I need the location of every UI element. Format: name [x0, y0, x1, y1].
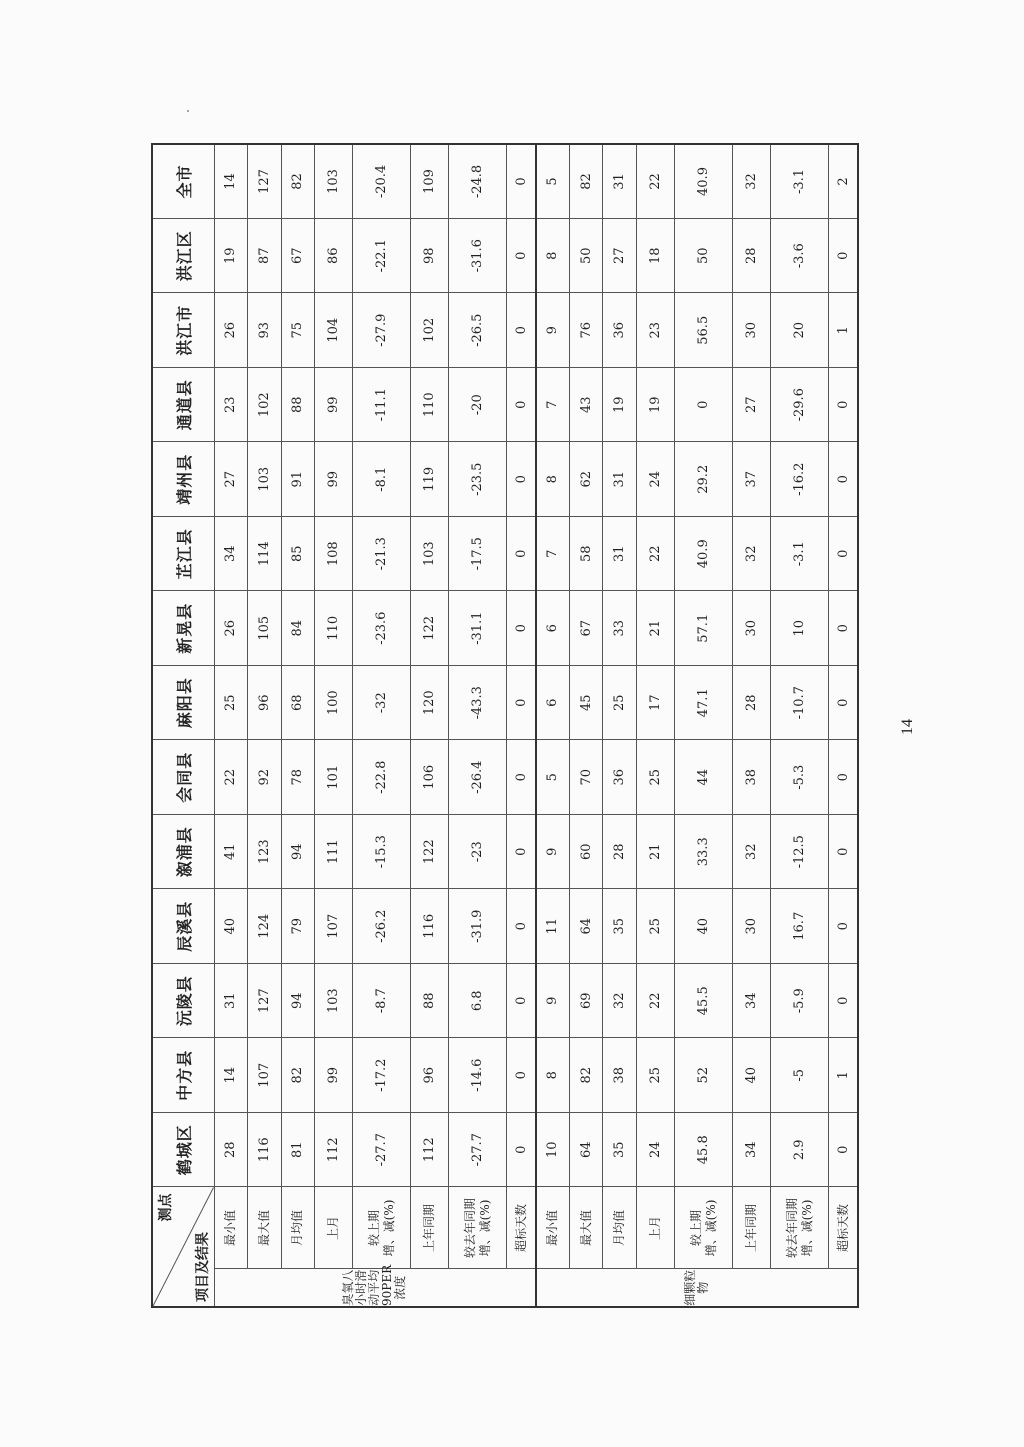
table-cell: 10 [536, 1113, 570, 1188]
row-label: 上年同期 [733, 1187, 771, 1269]
table-row [353, 144, 411, 1307]
table-cell: 5 [536, 740, 570, 815]
table-cell: 31 [603, 144, 637, 219]
table-row [536, 144, 570, 1307]
table-cell: 25 [637, 1038, 675, 1113]
table-cell: 35 [603, 889, 637, 964]
table-cell: 0 [829, 368, 858, 443]
table-cell: 17 [637, 666, 675, 741]
table-cell: -29.6 [771, 368, 829, 443]
table-cell: 47.1 [675, 666, 733, 741]
table-cell: -15.3 [353, 815, 411, 890]
table-cell: 14 [214, 144, 248, 219]
table-cell: -5 [771, 1038, 829, 1113]
table-cell: 11 [536, 889, 570, 964]
table-cell: 82 [281, 144, 315, 219]
table-cell: 0 [507, 517, 536, 592]
table-cell: 0 [829, 219, 858, 294]
row-label: 月均值 [281, 1187, 315, 1269]
table-cell: 0 [507, 1113, 536, 1188]
table-cell: 101 [315, 740, 353, 815]
table-cell: 45 [569, 666, 603, 741]
table-cell: -3.6 [771, 219, 829, 294]
table-cell: 0 [507, 591, 536, 666]
table-cell: 7 [536, 368, 570, 443]
table-cell: 28 [733, 219, 771, 294]
table-cell: 103 [315, 144, 353, 219]
table-cell: -23.6 [353, 591, 411, 666]
table-cell: 9 [536, 293, 570, 368]
group-label: 臭氧八小时滑动平均90PER浓度 [214, 1269, 536, 1307]
table-cell: 105 [248, 591, 282, 666]
table-cell: 84 [281, 591, 315, 666]
table-cell: 60 [569, 815, 603, 890]
table-cell: -20 [449, 368, 507, 443]
table-cell: 40.9 [675, 517, 733, 592]
table-cell: 68 [281, 666, 315, 741]
table-cell: 70 [569, 740, 603, 815]
table-cell: -5.3 [771, 740, 829, 815]
table-cell: 112 [315, 1113, 353, 1188]
scan-speck [187, 110, 189, 112]
table-cell: 19 [637, 368, 675, 443]
table-cell: 31 [214, 964, 248, 1039]
corner-bottom-label: 项目及结果 [194, 1232, 211, 1302]
table-cell: 30 [733, 293, 771, 368]
table-cell: 31 [603, 442, 637, 517]
col-header: 全市 [152, 144, 214, 219]
table-row [771, 144, 829, 1307]
table-cell: 43 [569, 368, 603, 443]
table-cell: 103 [411, 517, 449, 592]
table-cell: -27.7 [449, 1113, 507, 1188]
col-header: 辰溪县 [152, 889, 214, 964]
table-cell: -23.5 [449, 442, 507, 517]
table-cell: -27.7 [353, 1113, 411, 1188]
table-cell: 99 [315, 1038, 353, 1113]
table-cell: -3.1 [771, 144, 829, 219]
table-cell: 92 [248, 740, 282, 815]
rotated-table-wrapper [151, 143, 859, 1308]
table-cell: 14 [214, 1038, 248, 1113]
table-cell: 23 [637, 293, 675, 368]
table-cell: 0 [507, 442, 536, 517]
table-cell: 0 [507, 815, 536, 890]
table-cell: 0 [829, 517, 858, 592]
table-cell: 0 [829, 740, 858, 815]
table-cell: 22 [637, 517, 675, 592]
table-cell: 2.9 [771, 1113, 829, 1188]
table-cell: 98 [411, 219, 449, 294]
table-cell: 107 [248, 1038, 282, 1113]
table-cell: 100 [315, 666, 353, 741]
table-cell: 79 [281, 889, 315, 964]
table-cell: 122 [411, 591, 449, 666]
table-cell: 40 [675, 889, 733, 964]
table-row [569, 144, 603, 1307]
table-cell: 31 [603, 517, 637, 592]
row-label: 上月 [315, 1187, 353, 1269]
table-cell: -11.1 [353, 368, 411, 443]
table-cell: -16.2 [771, 442, 829, 517]
table-cell: 94 [281, 815, 315, 890]
table-cell: 7 [536, 517, 570, 592]
table-cell: 88 [411, 964, 449, 1039]
table-cell: 24 [637, 1113, 675, 1188]
table-cell: -12.5 [771, 815, 829, 890]
col-header: 新晃县 [152, 591, 214, 666]
table-cell: 41 [214, 815, 248, 890]
table-cell: 124 [248, 889, 282, 964]
table-cell: 23 [214, 368, 248, 443]
table-cell: 44 [675, 740, 733, 815]
table-cell: 52 [675, 1038, 733, 1113]
table-cell: 26 [214, 293, 248, 368]
table-cell: 25 [214, 666, 248, 741]
table-cell: 28 [214, 1113, 248, 1188]
table-cell: 19 [214, 219, 248, 294]
row-label: 最大值 [569, 1187, 603, 1269]
table-cell: 35 [603, 1113, 637, 1188]
table-cell: 0 [829, 964, 858, 1039]
row-label: 较去年同期 增、减(%) [771, 1187, 829, 1269]
table-cell: 24 [637, 442, 675, 517]
table-cell: 6 [536, 666, 570, 741]
table-cell: 16.7 [771, 889, 829, 964]
table-cell: 19 [603, 368, 637, 443]
table-cell: 0 [507, 666, 536, 741]
table-cell: 56.5 [675, 293, 733, 368]
table-cell: 99 [315, 442, 353, 517]
table-cell: 36 [603, 740, 637, 815]
table-cell: 75 [281, 293, 315, 368]
table-cell: 102 [411, 293, 449, 368]
table-cell: 30 [733, 591, 771, 666]
table-cell: -32 [353, 666, 411, 741]
table-cell: 32 [603, 964, 637, 1039]
table-cell: -31.9 [449, 889, 507, 964]
table-cell: 85 [281, 517, 315, 592]
table-cell: 123 [248, 815, 282, 890]
table-cell: -10.7 [771, 666, 829, 741]
table-cell: 0 [507, 889, 536, 964]
table-cell: 120 [411, 666, 449, 741]
table-cell: 26 [214, 591, 248, 666]
table-cell: 87 [248, 219, 282, 294]
table-cell: -3.1 [771, 517, 829, 592]
col-header: 麻阳县 [152, 666, 214, 741]
table-cell: 45.5 [675, 964, 733, 1039]
table-cell: -26.5 [449, 293, 507, 368]
row-label: 最小值 [536, 1187, 570, 1269]
table-cell: 94 [281, 964, 315, 1039]
header-row [152, 144, 214, 1307]
table-cell: -22.8 [353, 740, 411, 815]
table-cell: 25 [637, 889, 675, 964]
table-cell: -17.5 [449, 517, 507, 592]
col-header: 洪江市 [152, 293, 214, 368]
table-cell: 57.1 [675, 591, 733, 666]
row-label: 上月 [637, 1187, 675, 1269]
table-cell: -17.2 [353, 1038, 411, 1113]
table-cell: 0 [507, 368, 536, 443]
table-cell: 5 [536, 144, 570, 219]
table-cell: 82 [281, 1038, 315, 1113]
row-label: 超标天数 [507, 1187, 536, 1269]
table-cell: 0 [507, 219, 536, 294]
table-cell: 32 [733, 517, 771, 592]
table-cell: 0 [829, 889, 858, 964]
table-cell: 103 [315, 964, 353, 1039]
table-cell: 33 [603, 591, 637, 666]
table-cell: 96 [411, 1038, 449, 1113]
table-cell: 103 [248, 442, 282, 517]
table-cell: 50 [675, 219, 733, 294]
col-header: 鹤城区 [152, 1113, 214, 1188]
table-cell: 96 [248, 666, 282, 741]
table-cell: 28 [603, 815, 637, 890]
table-cell: 76 [569, 293, 603, 368]
table-row [829, 144, 858, 1307]
table-row [637, 144, 675, 1307]
table-cell: 116 [248, 1113, 282, 1188]
table-cell: 27 [603, 219, 637, 294]
table-cell: 0 [675, 368, 733, 443]
air-quality-table [151, 143, 859, 1308]
row-label: 较去年同期 增、减(%) [449, 1187, 507, 1269]
table-cell: 9 [536, 964, 570, 1039]
table-cell: 69 [569, 964, 603, 1039]
table-cell: 34 [733, 964, 771, 1039]
table-cell: -26.4 [449, 740, 507, 815]
table-cell: 82 [569, 144, 603, 219]
table-row [248, 144, 282, 1307]
table-cell: 93 [248, 293, 282, 368]
table-cell: 21 [637, 591, 675, 666]
table-cell: 122 [411, 815, 449, 890]
table-cell: 0 [507, 144, 536, 219]
table-cell: 25 [637, 740, 675, 815]
table-cell: 0 [829, 591, 858, 666]
table-cell: 0 [829, 442, 858, 517]
table-cell: 99 [315, 368, 353, 443]
col-header: 靖州县 [152, 442, 214, 517]
table-cell: 111 [315, 815, 353, 890]
table-cell: 1 [829, 1038, 858, 1113]
table-cell: 110 [411, 368, 449, 443]
table-body [214, 144, 858, 1307]
table-cell: 8 [536, 219, 570, 294]
table-cell: 0 [829, 666, 858, 741]
table-row [733, 144, 771, 1307]
table-cell: 104 [315, 293, 353, 368]
table-cell: 0 [507, 293, 536, 368]
table-cell: 29.2 [675, 442, 733, 517]
table-cell: 58 [569, 517, 603, 592]
table-cell: -5.9 [771, 964, 829, 1039]
table-cell: 108 [315, 517, 353, 592]
table-cell: 30 [733, 889, 771, 964]
table-cell: 0 [507, 740, 536, 815]
table-cell: 33.3 [675, 815, 733, 890]
col-header: 洪江区 [152, 219, 214, 294]
table-row [603, 144, 637, 1307]
table-cell: 22 [637, 964, 675, 1039]
table-cell: 112 [411, 1113, 449, 1188]
table-cell: -23 [449, 815, 507, 890]
table-cell: 50 [569, 219, 603, 294]
corner-header [152, 1187, 214, 1307]
table-cell: 20 [771, 293, 829, 368]
table-cell: 127 [248, 964, 282, 1039]
table-cell: -22.1 [353, 219, 411, 294]
table-cell: 27 [214, 442, 248, 517]
table-cell: 27 [733, 368, 771, 443]
table-cell: 1 [829, 293, 858, 368]
col-header: 会同县 [152, 740, 214, 815]
table-cell: 0 [507, 964, 536, 1039]
table-cell: 109 [411, 144, 449, 219]
table-cell: 40 [214, 889, 248, 964]
table-cell: -20.4 [353, 144, 411, 219]
table-cell: 64 [569, 1113, 603, 1188]
table-cell: 0 [829, 815, 858, 890]
table-cell: 67 [281, 219, 315, 294]
table-cell: 91 [281, 442, 315, 517]
table-row [411, 144, 449, 1307]
table-cell: 40 [733, 1038, 771, 1113]
table-cell: 78 [281, 740, 315, 815]
table-cell: 0 [507, 1038, 536, 1113]
col-header: 溆浦县 [152, 815, 214, 890]
table-row [507, 144, 536, 1307]
table-cell: 67 [569, 591, 603, 666]
table-cell: 81 [281, 1113, 315, 1188]
col-header: 通道县 [152, 368, 214, 443]
col-header: 中方县 [152, 1038, 214, 1113]
table-cell: -8.7 [353, 964, 411, 1039]
table-cell: -27.9 [353, 293, 411, 368]
table-cell: 86 [315, 219, 353, 294]
table-cell: 6.8 [449, 964, 507, 1039]
table-cell: 34 [214, 517, 248, 592]
row-label: 较上期 增、减(%) [675, 1187, 733, 1269]
table-cell: 110 [315, 591, 353, 666]
table-row [281, 144, 315, 1307]
table-cell: 10 [771, 591, 829, 666]
table-cell: 40.9 [675, 144, 733, 219]
row-label: 最小值 [214, 1187, 248, 1269]
table-cell: 37 [733, 442, 771, 517]
table-cell: 22 [214, 740, 248, 815]
group-label: 细颗粒物 [536, 1269, 858, 1307]
table-row [315, 144, 353, 1307]
table-cell: 36 [603, 293, 637, 368]
table-cell: 119 [411, 442, 449, 517]
corner-top-label: 测点 [158, 1193, 174, 1222]
table-cell: -43.3 [449, 666, 507, 741]
col-header: 芷江县 [152, 517, 214, 592]
table-cell: 62 [569, 442, 603, 517]
table-cell: 38 [603, 1038, 637, 1113]
table-cell: 22 [637, 144, 675, 219]
table-cell: 28 [733, 666, 771, 741]
table-cell: -31.1 [449, 591, 507, 666]
table-cell: -21.3 [353, 517, 411, 592]
table-cell: 88 [281, 368, 315, 443]
table-cell: 34 [733, 1113, 771, 1188]
table-cell: 2 [829, 144, 858, 219]
table-cell: 114 [248, 517, 282, 592]
row-label: 最大值 [248, 1187, 282, 1269]
table-cell: 25 [603, 666, 637, 741]
table-cell: 8 [536, 1038, 570, 1113]
page-number: 14 [899, 719, 916, 735]
table-cell: 0 [829, 1113, 858, 1188]
table-cell: 32 [733, 815, 771, 890]
table-cell: 45.8 [675, 1113, 733, 1188]
col-header: 沅陵县 [152, 964, 214, 1039]
row-label: 月均值 [603, 1187, 637, 1269]
table-cell: -24.8 [449, 144, 507, 219]
table-row [214, 144, 248, 1307]
table-cell: 106 [411, 740, 449, 815]
table-cell: 107 [315, 889, 353, 964]
row-label: 较上期 增、减(%) [353, 1187, 411, 1269]
table-cell: -31.6 [449, 219, 507, 294]
table-cell: 6 [536, 591, 570, 666]
table-cell: -26.2 [353, 889, 411, 964]
table-cell: 102 [248, 368, 282, 443]
table-cell: 21 [637, 815, 675, 890]
table-cell: 82 [569, 1038, 603, 1113]
table-cell: 32 [733, 144, 771, 219]
row-label: 超标天数 [829, 1187, 858, 1269]
table-cell: 64 [569, 889, 603, 964]
table-cell: -14.6 [449, 1038, 507, 1113]
table-cell: 38 [733, 740, 771, 815]
row-label: 上年同期 [411, 1187, 449, 1269]
table-cell: 9 [536, 815, 570, 890]
table-cell: 18 [637, 219, 675, 294]
table-cell: 116 [411, 889, 449, 964]
table-cell: 8 [536, 442, 570, 517]
table-cell: -8.1 [353, 442, 411, 517]
table-row [675, 144, 733, 1307]
table-cell: 127 [248, 144, 282, 219]
table-row [449, 144, 507, 1307]
